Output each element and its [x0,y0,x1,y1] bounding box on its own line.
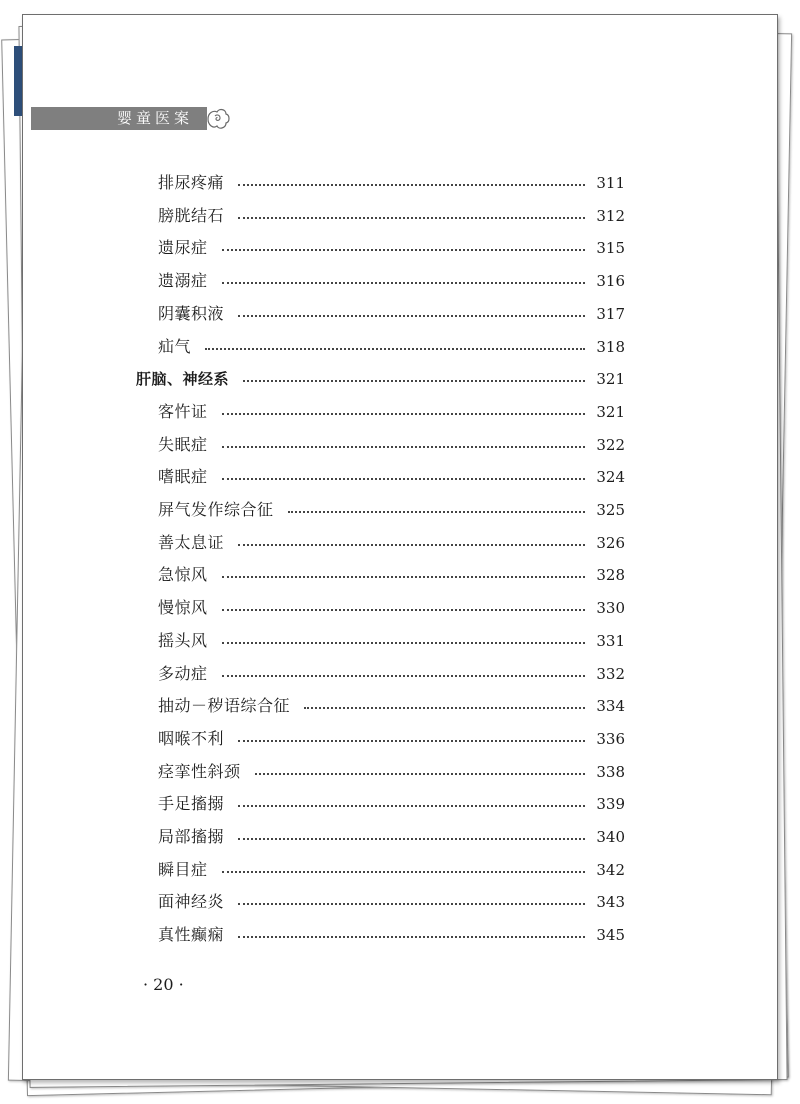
toc-dot-leader [222,609,585,611]
toc-entry-page: 338 [596,762,625,781]
toc-entry[interactable] [23,236,777,260]
toc-entry-page: 315 [596,239,625,258]
toc-entry[interactable] [23,792,777,816]
toc-entry[interactable] [23,171,777,195]
toc-dot-leader [222,249,585,251]
toc-entry[interactable] [23,531,777,555]
toc-dot-leader [222,446,585,448]
toc-entry[interactable] [23,727,777,751]
toc-entry-title: 遗尿症 [158,238,208,258]
toc-entry-title: 手足搐搦 [158,794,225,814]
toc-dot-leader [304,707,585,709]
toc-entry-page: 340 [596,828,625,846]
toc-entry[interactable] [23,335,777,359]
toc-entry-title: 疝气 [158,336,192,356]
toc-entry[interactable] [23,694,777,718]
book-title: 婴童医案 [116,109,193,127]
toc-entry-page: 332 [596,664,625,683]
toc-entry[interactable] [23,563,777,587]
cloud-ornament-icon [205,106,231,132]
toc-dot-leader [222,478,585,480]
toc-entry[interactable] [23,400,777,424]
toc-dot-leader [238,217,585,219]
toc-dot-leader [238,936,585,938]
toc-entry-page: 318 [596,337,625,356]
toc-entry[interactable] [23,498,777,522]
toc-entry-page: 343 [596,893,625,912]
toc-dot-leader [222,642,585,644]
toc-entry-page: 334 [596,697,625,716]
toc-entry-page: 316 [596,272,625,291]
toc-dot-leader [238,838,585,840]
toc-entry-title: 痉挛性斜颈 [158,761,241,781]
toc-entry[interactable] [23,302,777,326]
toc-dot-leader [222,576,585,578]
toc-entry-title: 局部搐搦 [158,827,225,846]
toc-entry-page: 336 [596,729,625,748]
toc-dot-leader [222,675,585,677]
toc-entry-title: 阴囊积液 [158,303,225,323]
toc-entry-title: 嗜眠症 [158,467,208,487]
toc-entry[interactable] [23,662,777,686]
toc-dot-leader [243,380,585,382]
toc-entry-page: 317 [596,304,625,323]
toc-entry[interactable] [23,596,777,620]
toc-entry[interactable] [23,858,777,882]
toc-entry-title: 真性癫痫 [158,925,225,945]
toc-entry[interactable] [23,760,777,784]
toc-entry-page: 325 [596,501,625,519]
toc-entry-page: 324 [596,468,625,487]
toc-section-heading[interactable] [23,367,777,391]
toc-entry-title: 善太息证 [158,532,225,552]
running-header [31,107,207,130]
page-edge-blue [14,46,22,116]
toc-dot-leader [222,413,585,415]
toc-entry-title: 面神经炎 [158,892,225,912]
toc-entry-page: 312 [596,206,625,225]
toc-entry-page: 328 [596,566,625,585]
toc-entry-title: 咽喉不利 [158,728,225,748]
toc-dot-leader [238,184,585,186]
toc-dot-leader [238,903,585,905]
toc-entry-page: 322 [596,435,625,454]
toc-entry-title: 屏气发作综合征 [158,500,274,519]
book-page [22,14,778,1080]
toc-entry-page: 342 [596,860,625,879]
toc-entry-title: 摇头风 [158,630,208,650]
toc-entry-page: 345 [596,926,625,945]
toc-entry-page: 326 [596,533,625,552]
toc-dot-leader [238,805,585,807]
toc-entry-title: 多动症 [158,663,208,683]
toc-entry-page: 330 [596,599,625,618]
toc-dot-leader [222,282,585,284]
toc-dot-leader [222,871,585,873]
toc-entry-page: 321 [596,370,625,389]
toc-entry-title: 肝脑、神经系 [136,370,230,389]
toc-dot-leader [205,348,585,350]
toc-entry-title: 排尿疼痛 [158,173,225,192]
page-number: · 20 · [143,975,184,994]
toc-entry[interactable] [23,629,777,653]
toc-entry[interactable] [23,923,777,947]
toc-entry-title: 慢惊风 [158,598,208,618]
toc-entry-page: 339 [596,795,625,814]
toc-entry-title: 遗溺症 [158,271,208,291]
toc-dot-leader [238,544,585,546]
toc-entry-page: 331 [596,631,625,650]
toc-dot-leader [238,315,585,317]
toc-entry-page: 321 [596,402,625,421]
toc-entry-title: 膀胱结石 [158,205,225,225]
toc-entry[interactable] [23,890,777,914]
toc-entry-page: 311 [596,174,625,192]
toc-entry-title: 客忤证 [158,401,208,421]
toc-entry-title: 瞬目症 [158,859,208,879]
toc-dot-leader [288,511,585,513]
toc-entry[interactable] [23,433,777,457]
toc-entry[interactable] [23,825,777,849]
toc-dot-leader [255,773,585,775]
toc-entry[interactable] [23,204,777,228]
toc-entry[interactable] [23,465,777,489]
toc-dot-leader [238,740,585,742]
toc-entry[interactable] [23,269,777,293]
toc-entry-title: 急惊风 [158,565,208,585]
toc-entry-title: 抽动－秽语综合征 [158,696,291,716]
toc-entry-title: 失眠症 [158,434,208,454]
